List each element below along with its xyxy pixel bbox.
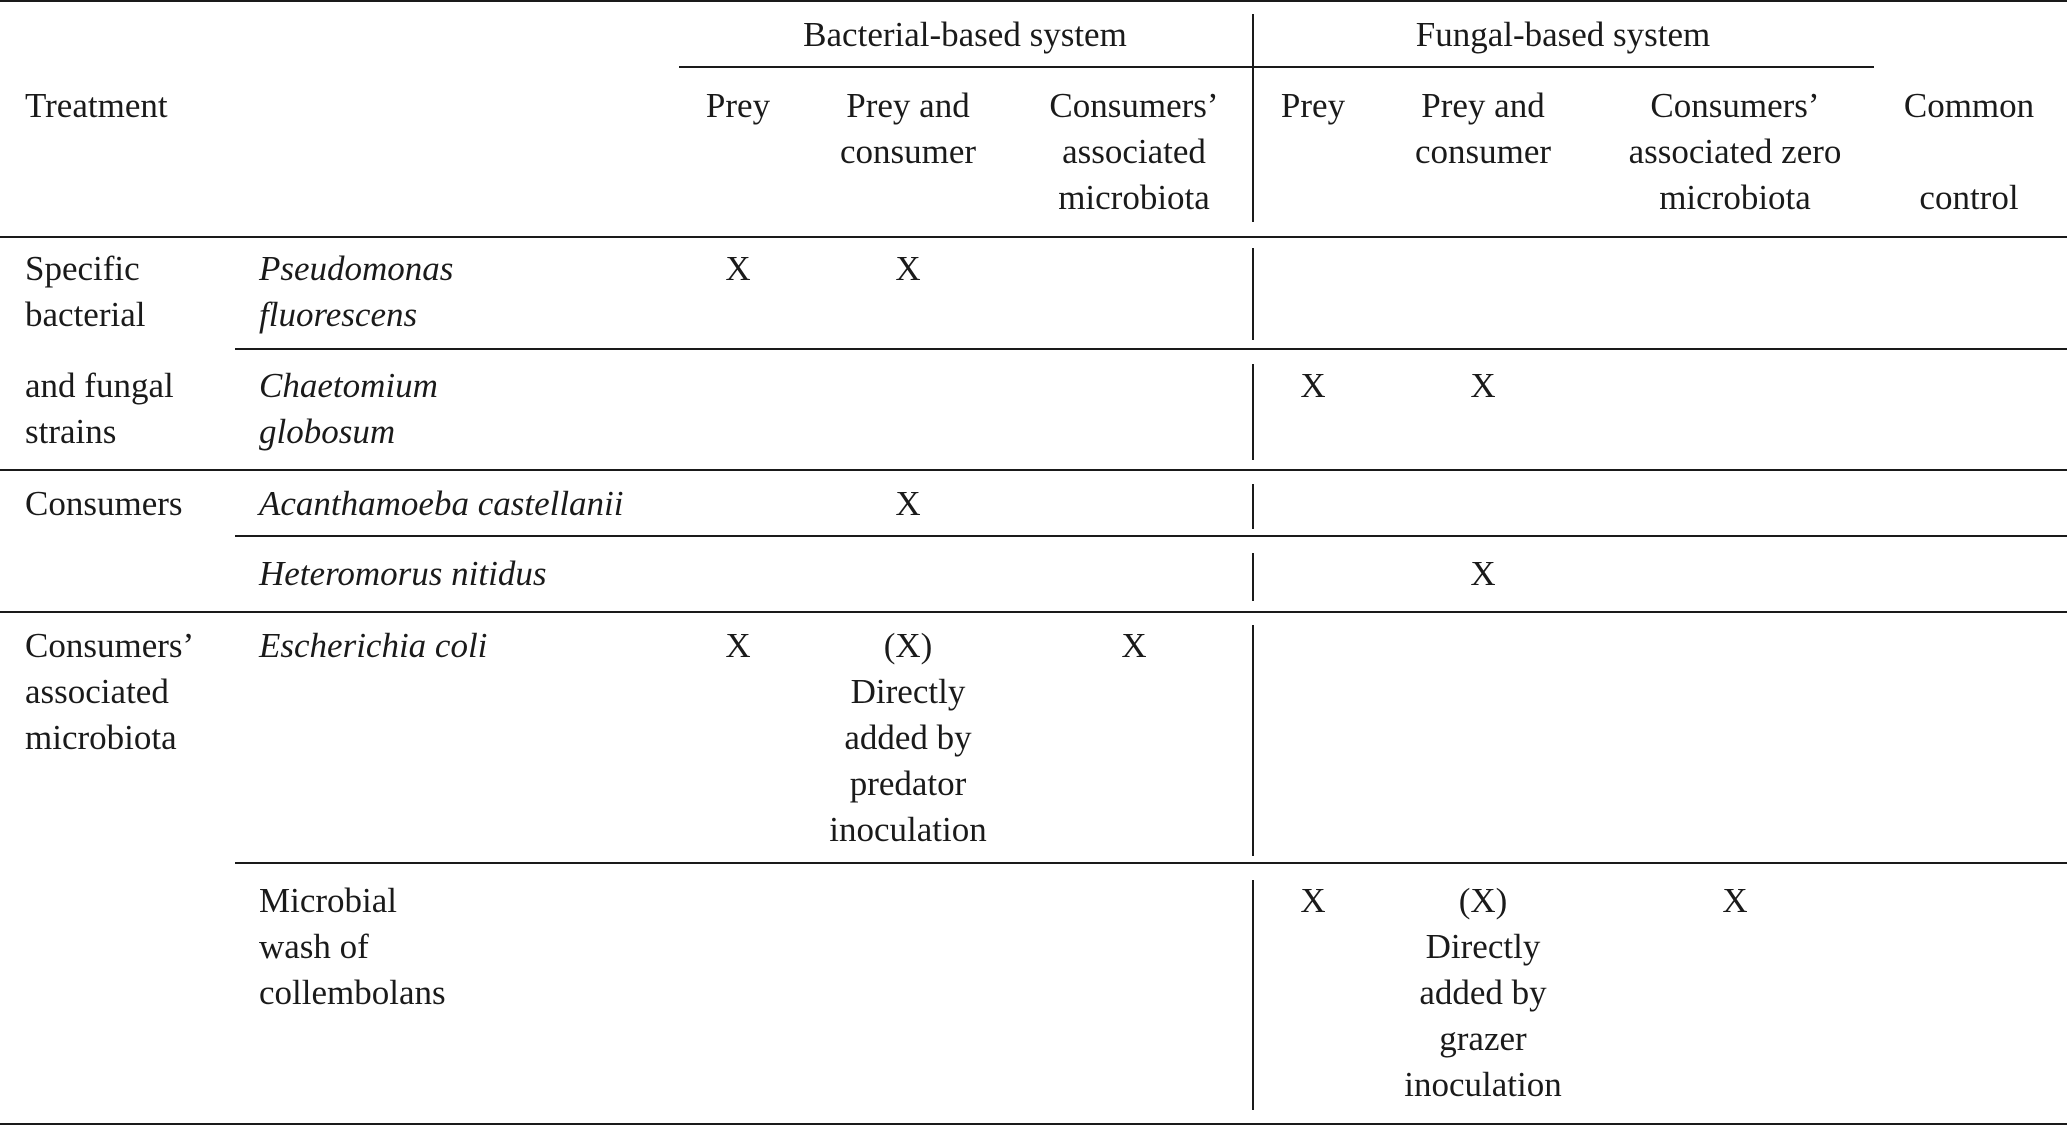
- row-name-heteromorus: Heteromorus nitidus: [259, 554, 547, 593]
- cell-wash-fungal-associated: X: [1722, 881, 1748, 920]
- system-divider: [1252, 484, 1254, 529]
- system-divider: [1252, 625, 1254, 856]
- rule-top: [0, 0, 2067, 2]
- section-label-strains: Specific bacterial: [25, 249, 146, 334]
- row-name-pseudomonas: Pseudomonas fluorescens: [259, 249, 454, 334]
- cell-escherichia-bacterial-prey: X: [725, 626, 751, 665]
- row-name-escherichia: Escherichia coli: [259, 626, 488, 665]
- rule-strains-bottom: [0, 469, 2067, 471]
- row-name-acanthamoeba: Acanthamoeba castellanii: [259, 484, 624, 523]
- header-bacterial-associated: Consumers’ associated microbiota: [1049, 86, 1219, 217]
- rule-bottom: [0, 1123, 2067, 1125]
- cell-pseudomonas-bacterial-prey: X: [725, 249, 751, 288]
- header-group-bacterial: Bacterial-based system: [803, 15, 1127, 54]
- rule-consumers-mid: [235, 535, 2067, 537]
- header-fungal-prey-consumer: Prey and consumer: [1414, 86, 1552, 171]
- rule-bacterial-group: [679, 66, 1252, 68]
- rule-consumers-bottom: [0, 611, 2067, 613]
- section-label-strains-cont: and fungal strains: [25, 366, 174, 451]
- header-bacterial-prey-consumer: Prey and consumer: [839, 86, 977, 171]
- row-name-chaetomium: Chaetomium globosum: [259, 366, 438, 451]
- cell-chaetomium-fungal-prey-consumer: X: [1470, 366, 1496, 405]
- cell-wash-fungal-prey: X: [1300, 881, 1326, 920]
- rule-strains-mid: [235, 348, 2067, 350]
- row-name-microbial-wash: Microbial wash of collembolans: [259, 881, 446, 1012]
- cell-heteromorus-fungal-prey-consumer: X: [1470, 554, 1496, 593]
- system-divider: [1252, 553, 1254, 601]
- header-bacterial-prey: Prey: [705, 86, 771, 125]
- system-divider: [1252, 880, 1254, 1110]
- header-fungal-prey: Prey: [1280, 86, 1346, 125]
- section-label-microbiota: Consumers’ associated microbiota: [25, 626, 195, 757]
- cell-acanthamoeba-bacterial-prey-consumer: X: [895, 484, 921, 523]
- section-label-consumers: Consumers: [25, 484, 183, 523]
- rule-fungal-group: [1252, 66, 1874, 68]
- cell-wash-fungal-prey-consumer: (X) Directly added by grazer inoculation: [1404, 881, 1562, 1104]
- header-common-control: Common control: [1903, 86, 2035, 217]
- rule-header-bottom: [0, 236, 2067, 238]
- header-fungal-associated: Consumers’ associated zero microbiota: [1628, 86, 1842, 217]
- rule-microbiota-mid: [235, 862, 2067, 864]
- system-divider: [1252, 248, 1254, 340]
- cell-pseudomonas-bacterial-prey-consumer: X: [895, 249, 921, 288]
- header-group-fungal: Fungal-based system: [1415, 15, 1711, 54]
- cell-escherichia-bacterial-prey-consumer: (X) Directly added by predator inoculation: [829, 626, 987, 849]
- header-treatment: Treatment: [25, 86, 168, 125]
- cell-escherichia-bacterial-associated: X: [1121, 626, 1147, 665]
- cell-chaetomium-fungal-prey: X: [1300, 366, 1326, 405]
- system-divider: [1252, 364, 1254, 460]
